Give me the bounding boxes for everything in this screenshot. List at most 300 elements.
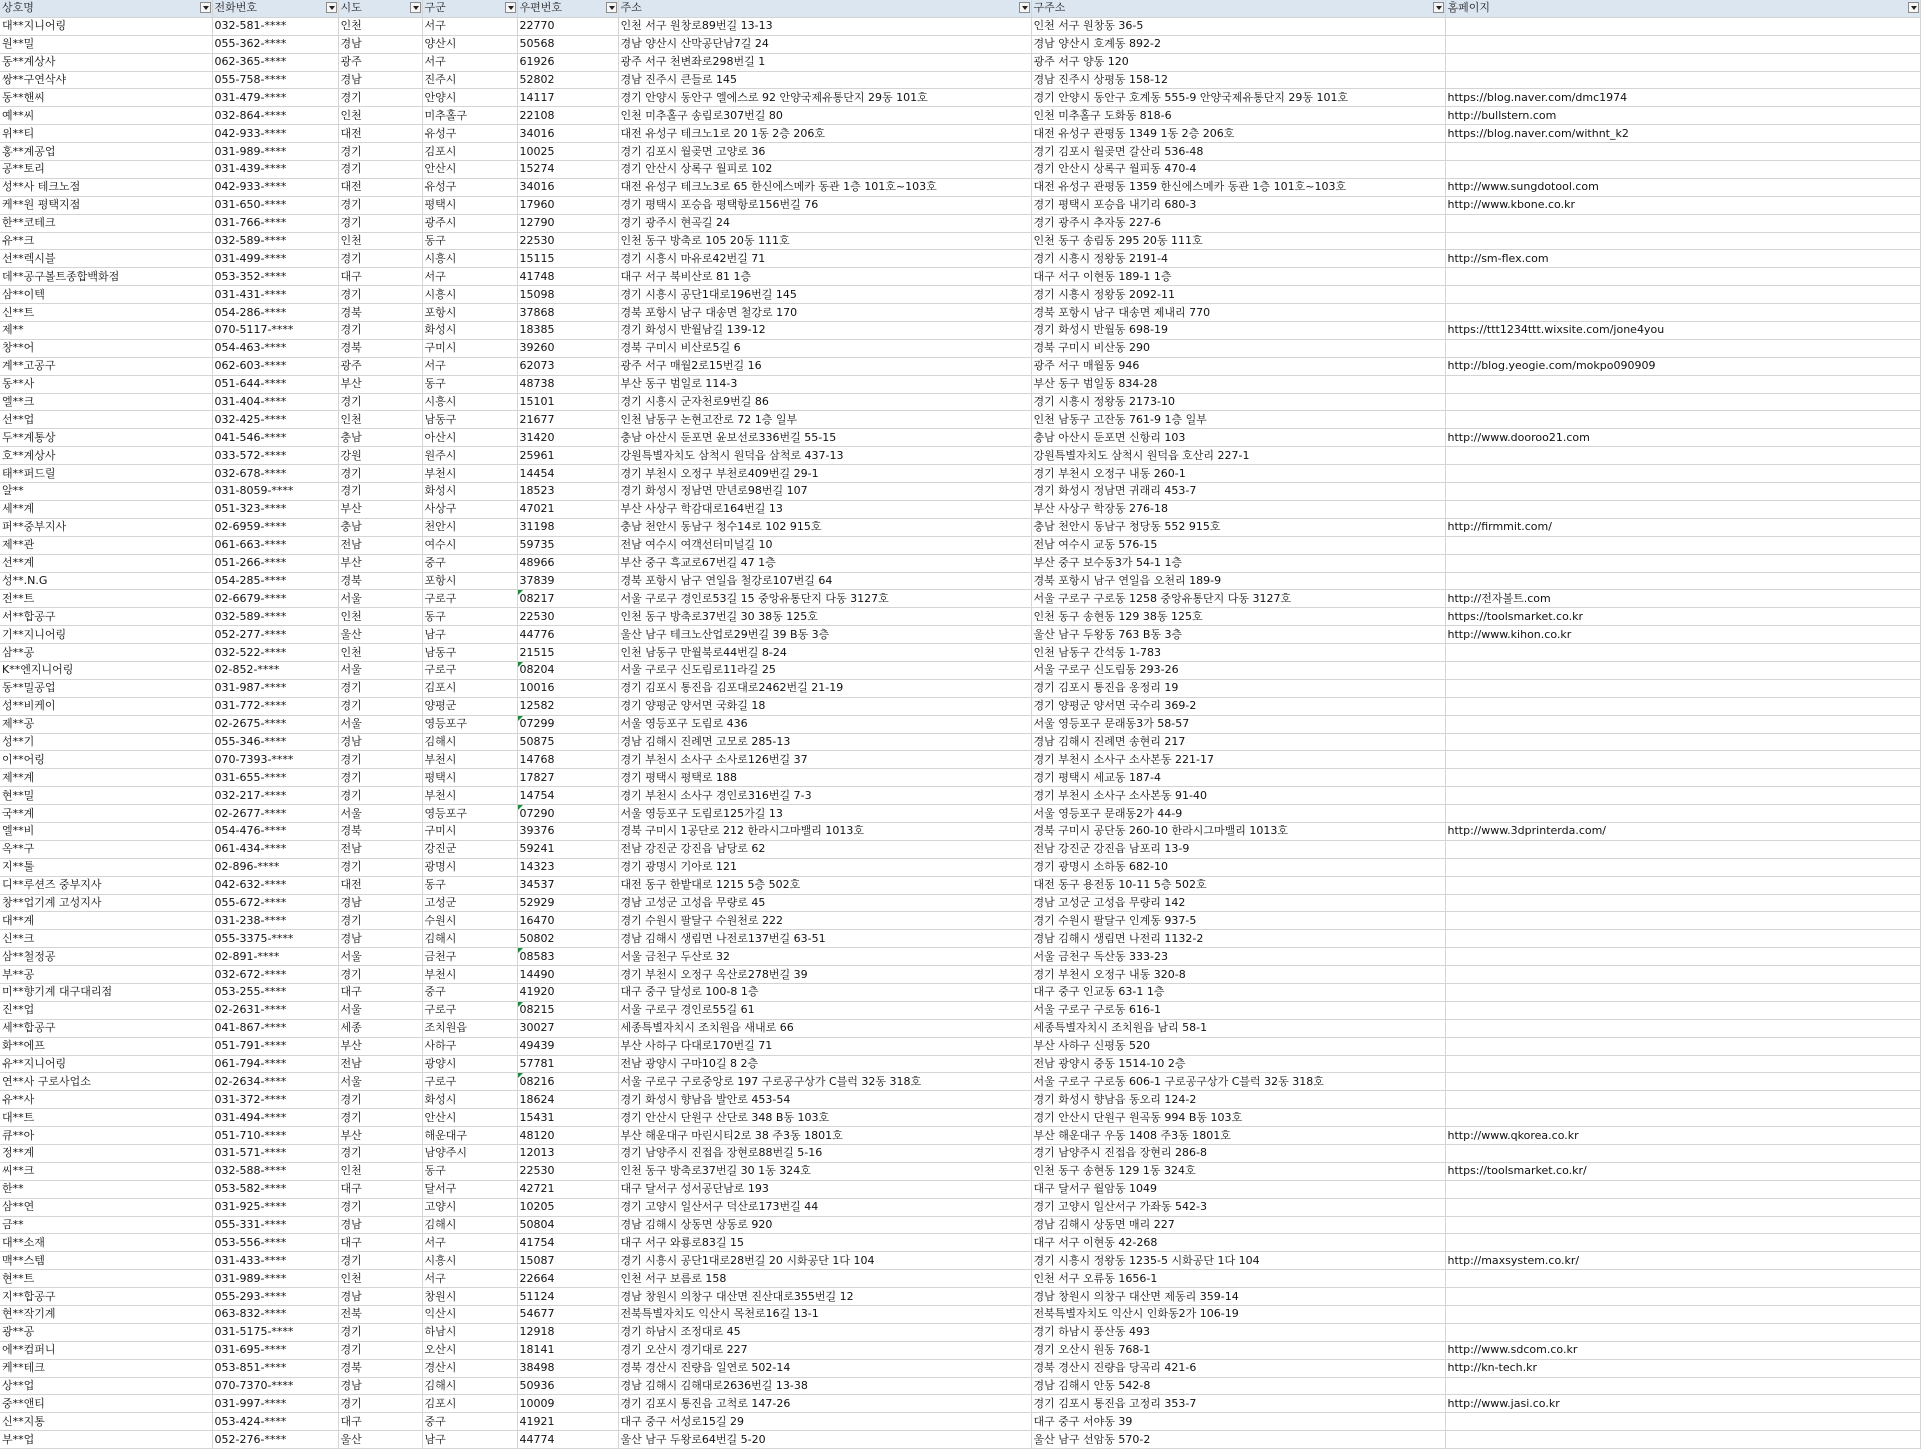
cell-name[interactable]: 공**토리 bbox=[0, 161, 212, 179]
cell-zip[interactable]: 50568 bbox=[517, 35, 618, 53]
cell-addr[interactable]: 서울 구로구 구로중앙로 197 구로공구상가 C블럭 32동 318호 bbox=[618, 1073, 1031, 1091]
cell-old_addr[interactable]: 경남 창원시 의창구 대산면 제동리 359-14 bbox=[1031, 1288, 1445, 1306]
cell-homepage[interactable] bbox=[1445, 572, 1920, 590]
cell-gugun[interactable]: 수원시 bbox=[422, 912, 517, 930]
cell-zip[interactable]: 17827 bbox=[517, 769, 618, 787]
cell-gugun[interactable]: 남동구 bbox=[422, 644, 517, 662]
cell-homepage[interactable]: http://www.kbone.co.kr bbox=[1445, 196, 1920, 214]
cell-phone[interactable]: 070-7370-**** bbox=[212, 1377, 338, 1395]
cell-addr[interactable]: 경기 하남시 조정대로 45 bbox=[618, 1323, 1031, 1341]
cell-addr[interactable]: 경북 구미시 1공단로 212 한라시그마밸리 1013호 bbox=[618, 822, 1031, 840]
cell-name[interactable]: 진**업 bbox=[0, 1001, 212, 1019]
cell-addr[interactable]: 경기 안양시 동안구 엘에스로 92 안양국제유통단지 29동 101호 bbox=[618, 89, 1031, 107]
cell-old_addr[interactable]: 대전 동구 용전동 10-11 5층 502호 bbox=[1031, 876, 1445, 894]
column-header-sido[interactable] bbox=[338, 0, 422, 17]
cell-gugun[interactable]: 시흥시 bbox=[422, 393, 517, 411]
cell-gugun[interactable]: 진주시 bbox=[422, 71, 517, 89]
cell-gugun[interactable]: 동구 bbox=[422, 375, 517, 393]
cell-sido[interactable]: 경기 bbox=[338, 286, 422, 304]
cell-addr[interactable]: 경기 화성시 향남읍 발안로 453-54 bbox=[618, 1091, 1031, 1109]
cell-zip[interactable]: 18141 bbox=[517, 1341, 618, 1359]
cell-addr[interactable]: 인천 서구 원창로89번길 13-13 bbox=[618, 17, 1031, 35]
cell-phone[interactable]: 033-572-**** bbox=[212, 447, 338, 465]
cell-zip[interactable]: 38498 bbox=[517, 1359, 618, 1377]
cell-homepage[interactable] bbox=[1445, 500, 1920, 518]
cell-addr[interactable]: 부산 중구 흑교로67번길 47 1층 bbox=[618, 554, 1031, 572]
cell-phone[interactable]: 053-851-**** bbox=[212, 1359, 338, 1377]
cell-sido[interactable]: 인천 bbox=[338, 608, 422, 626]
cell-old_addr[interactable]: 서울 영등포구 문래동2가 44-9 bbox=[1031, 805, 1445, 823]
filter-dropdown-icon[interactable] bbox=[1019, 2, 1030, 13]
cell-sido[interactable]: 부산 bbox=[338, 554, 422, 572]
cell-zip[interactable]: 50875 bbox=[517, 733, 618, 751]
cell-addr[interactable]: 인천 동구 방축로37번길 30 38동 125호 bbox=[618, 608, 1031, 626]
cell-phone[interactable]: 031-8059-**** bbox=[212, 483, 338, 501]
cell-phone[interactable]: 032-425-**** bbox=[212, 411, 338, 429]
cell-gugun[interactable]: 안산시 bbox=[422, 161, 517, 179]
cell-name[interactable]: 성**기 bbox=[0, 733, 212, 751]
cell-gugun[interactable]: 남구 bbox=[422, 626, 517, 644]
cell-name[interactable]: 데**공구볼트종합백화점 bbox=[0, 268, 212, 286]
cell-name[interactable]: 지**합공구 bbox=[0, 1288, 212, 1306]
cell-addr[interactable]: 인천 동구 방축로37번길 30 1동 324호 bbox=[618, 1162, 1031, 1180]
cell-addr[interactable]: 경기 김포시 월곶면 고양로 36 bbox=[618, 143, 1031, 161]
cell-sido[interactable]: 전남 bbox=[338, 1055, 422, 1073]
cell-gugun[interactable]: 동구 bbox=[422, 608, 517, 626]
cell-phone[interactable]: 032-864-**** bbox=[212, 107, 338, 125]
cell-old_addr[interactable]: 전남 광양시 중동 1514-10 2층 bbox=[1031, 1055, 1445, 1073]
cell-name[interactable]: 맥**스템 bbox=[0, 1252, 212, 1270]
cell-addr[interactable]: 경기 고양시 일산서구 덕산로173번길 44 bbox=[618, 1198, 1031, 1216]
cell-name[interactable]: 선**업 bbox=[0, 411, 212, 429]
cell-homepage[interactable] bbox=[1445, 1270, 1920, 1288]
cell-old_addr[interactable]: 경남 고성군 고성읍 무량리 142 bbox=[1031, 894, 1445, 912]
cell-name[interactable]: 이**어링 bbox=[0, 751, 212, 769]
cell-zip[interactable]: 50802 bbox=[517, 930, 618, 948]
cell-gugun[interactable]: 아산시 bbox=[422, 429, 517, 447]
cell-gugun[interactable]: 구로구 bbox=[422, 1001, 517, 1019]
cell-gugun[interactable]: 광명시 bbox=[422, 858, 517, 876]
cell-gugun[interactable]: 포항시 bbox=[422, 572, 517, 590]
cell-phone[interactable]: 042-933-**** bbox=[212, 178, 338, 196]
cell-zip[interactable]: 18523 bbox=[517, 483, 618, 501]
cell-addr[interactable]: 경기 시흥시 공단1대로196번길 145 bbox=[618, 286, 1031, 304]
cell-zip[interactable]: 39376 bbox=[517, 822, 618, 840]
cell-old_addr[interactable]: 경기 부천시 오정구 내동 320-8 bbox=[1031, 966, 1445, 984]
cell-zip[interactable]: 12918 bbox=[517, 1323, 618, 1341]
cell-phone[interactable]: 055-758-**** bbox=[212, 71, 338, 89]
cell-homepage[interactable]: https://toolsmarket.co.kr bbox=[1445, 608, 1920, 626]
cell-addr[interactable]: 강원특별자치도 삼척시 원덕읍 삼척로 437-13 bbox=[618, 447, 1031, 465]
cell-addr[interactable]: 대구 중구 서성로15길 29 bbox=[618, 1413, 1031, 1431]
cell-sido[interactable]: 강원 bbox=[338, 447, 422, 465]
cell-name[interactable]: 큐**아 bbox=[0, 1127, 212, 1145]
cell-sido[interactable]: 경기 bbox=[338, 679, 422, 697]
cell-old_addr[interactable]: 서울 영등포구 문래동3가 58-57 bbox=[1031, 715, 1445, 733]
cell-homepage[interactable] bbox=[1445, 1216, 1920, 1234]
cell-gugun[interactable]: 유성구 bbox=[422, 178, 517, 196]
cell-name[interactable]: 제**공 bbox=[0, 715, 212, 733]
cell-addr[interactable]: 경기 양평군 양서면 국화길 18 bbox=[618, 697, 1031, 715]
cell-addr[interactable]: 대전 동구 한밭대로 1215 5층 502호 bbox=[618, 876, 1031, 894]
cell-homepage[interactable] bbox=[1445, 948, 1920, 966]
cell-phone[interactable]: 062-603-**** bbox=[212, 357, 338, 375]
cell-zip[interactable]: 15115 bbox=[517, 250, 618, 268]
cell-phone[interactable]: 031-404-**** bbox=[212, 393, 338, 411]
cell-name[interactable]: 삼**이텍 bbox=[0, 286, 212, 304]
filter-dropdown-icon[interactable] bbox=[505, 2, 516, 13]
cell-homepage[interactable] bbox=[1445, 983, 1920, 1001]
cell-zip[interactable]: 12582 bbox=[517, 697, 618, 715]
cell-old_addr[interactable]: 인천 남동구 간석동 1-783 bbox=[1031, 644, 1445, 662]
cell-sido[interactable]: 서울 bbox=[338, 1073, 422, 1091]
cell-old_addr[interactable]: 인천 동구 송현동 129 38동 125호 bbox=[1031, 608, 1445, 626]
cell-sido[interactable]: 서울 bbox=[338, 1001, 422, 1019]
cell-homepage[interactable] bbox=[1445, 143, 1920, 161]
column-header-old_addr[interactable] bbox=[1031, 0, 1445, 17]
filter-dropdown-icon[interactable] bbox=[326, 2, 337, 13]
cell-homepage[interactable] bbox=[1445, 268, 1920, 286]
cell-addr[interactable]: 경기 부천시 오정구 부천로409번길 29-1 bbox=[618, 465, 1031, 483]
cell-name[interactable]: 성**사 테크노점 bbox=[0, 178, 212, 196]
cell-gugun[interactable]: 김포시 bbox=[422, 143, 517, 161]
cell-phone[interactable]: 031-989-**** bbox=[212, 1270, 338, 1288]
cell-name[interactable]: 부**공 bbox=[0, 966, 212, 984]
cell-name[interactable]: 동**밀공업 bbox=[0, 679, 212, 697]
cell-sido[interactable]: 경북 bbox=[338, 1359, 422, 1377]
cell-homepage[interactable] bbox=[1445, 644, 1920, 662]
cell-name[interactable]: 선**계 bbox=[0, 554, 212, 572]
cell-addr[interactable]: 인천 동구 방축로 105 20동 111호 bbox=[618, 232, 1031, 250]
cell-old_addr[interactable]: 울산 남구 선암동 570-2 bbox=[1031, 1431, 1445, 1449]
cell-addr[interactable]: 부산 사상구 학감대로164번길 13 bbox=[618, 500, 1031, 518]
cell-addr[interactable]: 경남 김해시 생림면 나전로137번길 63-51 bbox=[618, 930, 1031, 948]
cell-homepage[interactable] bbox=[1445, 1377, 1920, 1395]
cell-name[interactable]: 홍**계공업 bbox=[0, 143, 212, 161]
cell-old_addr[interactable]: 경남 김해시 진례면 송현리 217 bbox=[1031, 733, 1445, 751]
cell-gugun[interactable]: 고성군 bbox=[422, 894, 517, 912]
cell-sido[interactable]: 경남 bbox=[338, 930, 422, 948]
cell-old_addr[interactable]: 경기 평택시 포승읍 내기리 680-3 bbox=[1031, 196, 1445, 214]
cell-sido[interactable]: 경기 bbox=[338, 1198, 422, 1216]
cell-homepage[interactable]: http://www.kihon.co.kr bbox=[1445, 626, 1920, 644]
cell-homepage[interactable] bbox=[1445, 1109, 1920, 1127]
cell-homepage[interactable] bbox=[1445, 536, 1920, 554]
cell-name[interactable]: 제** bbox=[0, 322, 212, 340]
cell-gugun[interactable]: 구미시 bbox=[422, 822, 517, 840]
cell-name[interactable]: 창**업기계 고성지사 bbox=[0, 894, 212, 912]
cell-addr[interactable]: 서울 영등포구 도림로125가길 13 bbox=[618, 805, 1031, 823]
cell-gugun[interactable]: 김해시 bbox=[422, 1216, 517, 1234]
cell-homepage[interactable]: http://www.jasi.co.kr bbox=[1445, 1395, 1920, 1413]
cell-sido[interactable]: 경기 bbox=[338, 393, 422, 411]
cell-name[interactable]: 쌍**구연삭샤 bbox=[0, 71, 212, 89]
cell-homepage[interactable] bbox=[1445, 894, 1920, 912]
cell-homepage[interactable] bbox=[1445, 1019, 1920, 1037]
cell-zip[interactable]: 07290 bbox=[517, 805, 618, 823]
cell-phone[interactable]: 053-556-**** bbox=[212, 1234, 338, 1252]
cell-sido[interactable]: 경북 bbox=[338, 339, 422, 357]
cell-sido[interactable]: 인천 bbox=[338, 1162, 422, 1180]
cell-name[interactable]: 유**크 bbox=[0, 232, 212, 250]
cell-sido[interactable]: 광주 bbox=[338, 357, 422, 375]
cell-zip[interactable]: 50804 bbox=[517, 1216, 618, 1234]
cell-zip[interactable]: 14490 bbox=[517, 966, 618, 984]
cell-zip[interactable]: 42721 bbox=[517, 1180, 618, 1198]
cell-phone[interactable]: 02-6959-**** bbox=[212, 518, 338, 536]
cell-homepage[interactable] bbox=[1445, 751, 1920, 769]
cell-addr[interactable]: 대구 달서구 성서공단남로 193 bbox=[618, 1180, 1031, 1198]
cell-old_addr[interactable]: 서울 구로구 구로동 606-1 구로공구상가 C블럭 32동 318호 bbox=[1031, 1073, 1445, 1091]
cell-sido[interactable]: 경기 bbox=[338, 1252, 422, 1270]
cell-gugun[interactable]: 양평군 bbox=[422, 697, 517, 715]
cell-homepage[interactable] bbox=[1445, 733, 1920, 751]
cell-phone[interactable]: 02-2634-**** bbox=[212, 1073, 338, 1091]
cell-addr[interactable]: 경기 평택시 평택로 188 bbox=[618, 769, 1031, 787]
cell-gugun[interactable]: 오산시 bbox=[422, 1341, 517, 1359]
filter-dropdown-icon[interactable] bbox=[200, 2, 211, 13]
cell-addr[interactable]: 대구 서구 북비산로 81 1층 bbox=[618, 268, 1031, 286]
cell-zip[interactable]: 22530 bbox=[517, 1162, 618, 1180]
cell-addr[interactable]: 경기 김포시 통진읍 김포대로2462번길 21-19 bbox=[618, 679, 1031, 697]
cell-sido[interactable]: 전남 bbox=[338, 840, 422, 858]
cell-zip[interactable]: 44774 bbox=[517, 1431, 618, 1449]
cell-homepage[interactable] bbox=[1445, 1234, 1920, 1252]
cell-sido[interactable]: 대구 bbox=[338, 1234, 422, 1252]
cell-homepage[interactable]: https://blog.naver.com/withnt_k2 bbox=[1445, 125, 1920, 143]
cell-phone[interactable]: 055-331-**** bbox=[212, 1216, 338, 1234]
cell-phone[interactable]: 031-997-**** bbox=[212, 1395, 338, 1413]
cell-zip[interactable]: 22664 bbox=[517, 1270, 618, 1288]
cell-name[interactable]: 연**사 구로사업소 bbox=[0, 1073, 212, 1091]
cell-homepage[interactable] bbox=[1445, 411, 1920, 429]
cell-phone[interactable]: 02-891-**** bbox=[212, 948, 338, 966]
cell-homepage[interactable] bbox=[1445, 375, 1920, 393]
cell-sido[interactable]: 경기 bbox=[338, 1323, 422, 1341]
cell-homepage[interactable] bbox=[1445, 805, 1920, 823]
cell-sido[interactable]: 경남 bbox=[338, 733, 422, 751]
cell-addr[interactable]: 광주 서구 천변좌로298번길 1 bbox=[618, 53, 1031, 71]
cell-old_addr[interactable]: 경기 부천시 소사구 소사본동 221-17 bbox=[1031, 751, 1445, 769]
cell-homepage[interactable] bbox=[1445, 840, 1920, 858]
cell-gugun[interactable]: 원주시 bbox=[422, 447, 517, 465]
cell-old_addr[interactable]: 경북 경산시 진량읍 당곡리 421-6 bbox=[1031, 1359, 1445, 1377]
cell-old_addr[interactable]: 부산 사상구 학장동 276-18 bbox=[1031, 500, 1445, 518]
cell-sido[interactable]: 세종 bbox=[338, 1019, 422, 1037]
cell-gugun[interactable]: 부천시 bbox=[422, 787, 517, 805]
cell-name[interactable]: 케**원 평택지점 bbox=[0, 196, 212, 214]
cell-addr[interactable]: 경기 오산시 경기대로 227 bbox=[618, 1341, 1031, 1359]
cell-gugun[interactable]: 서구 bbox=[422, 268, 517, 286]
cell-gugun[interactable]: 중구 bbox=[422, 554, 517, 572]
cell-sido[interactable]: 경남 bbox=[338, 35, 422, 53]
cell-name[interactable]: 계**고공구 bbox=[0, 357, 212, 375]
cell-old_addr[interactable]: 전남 강진군 강진읍 남포리 13-9 bbox=[1031, 840, 1445, 858]
cell-sido[interactable]: 부산 bbox=[338, 1037, 422, 1055]
cell-phone[interactable]: 02-2677-**** bbox=[212, 805, 338, 823]
cell-addr[interactable]: 경북 포항시 남구 연일읍 철강로107번길 64 bbox=[618, 572, 1031, 590]
cell-phone[interactable]: 042-632-**** bbox=[212, 876, 338, 894]
cell-zip[interactable]: 48738 bbox=[517, 375, 618, 393]
cell-homepage[interactable] bbox=[1445, 1431, 1920, 1449]
cell-gugun[interactable]: 광주시 bbox=[422, 214, 517, 232]
cell-homepage[interactable] bbox=[1445, 715, 1920, 733]
cell-homepage[interactable] bbox=[1445, 339, 1920, 357]
cell-old_addr[interactable]: 서울 구로구 신도림동 293-26 bbox=[1031, 661, 1445, 679]
cell-phone[interactable]: 053-582-**** bbox=[212, 1180, 338, 1198]
cell-addr[interactable]: 서울 영등포구 도림로 436 bbox=[618, 715, 1031, 733]
cell-name[interactable]: 전**트 bbox=[0, 590, 212, 608]
cell-addr[interactable]: 인천 미추홀구 송림로307번길 80 bbox=[618, 107, 1031, 125]
cell-gugun[interactable]: 천안시 bbox=[422, 518, 517, 536]
cell-gugun[interactable]: 시흥시 bbox=[422, 250, 517, 268]
cell-homepage[interactable]: http://www.qkorea.co.kr bbox=[1445, 1127, 1920, 1145]
cell-homepage[interactable] bbox=[1445, 71, 1920, 89]
cell-gugun[interactable]: 하남시 bbox=[422, 1323, 517, 1341]
cell-addr[interactable]: 경기 김포시 통진읍 고척로 147-26 bbox=[618, 1395, 1031, 1413]
cell-sido[interactable]: 인천 bbox=[338, 232, 422, 250]
cell-zip[interactable]: 52802 bbox=[517, 71, 618, 89]
cell-name[interactable]: 정**계 bbox=[0, 1145, 212, 1163]
cell-zip[interactable]: 22108 bbox=[517, 107, 618, 125]
cell-gugun[interactable]: 중구 bbox=[422, 983, 517, 1001]
cell-homepage[interactable] bbox=[1445, 697, 1920, 715]
cell-old_addr[interactable]: 인천 남동구 고잔동 761-9 1층 일부 bbox=[1031, 411, 1445, 429]
cell-phone[interactable]: 032-589-**** bbox=[212, 608, 338, 626]
cell-sido[interactable]: 대구 bbox=[338, 268, 422, 286]
cell-name[interactable]: 대**트 bbox=[0, 1109, 212, 1127]
cell-name[interactable]: 호**계상사 bbox=[0, 447, 212, 465]
cell-homepage[interactable] bbox=[1445, 465, 1920, 483]
column-header-homepage[interactable] bbox=[1445, 0, 1920, 17]
cell-addr[interactable]: 경남 김해시 상동면 상동로 920 bbox=[618, 1216, 1031, 1234]
cell-name[interactable]: 디**루션즈 중부지사 bbox=[0, 876, 212, 894]
cell-old_addr[interactable]: 전북특별자치도 익산시 인화동2가 106-19 bbox=[1031, 1306, 1445, 1324]
cell-gugun[interactable]: 화성시 bbox=[422, 1091, 517, 1109]
cell-sido[interactable]: 경기 bbox=[338, 196, 422, 214]
cell-homepage[interactable] bbox=[1445, 554, 1920, 572]
cell-addr[interactable]: 인천 남동구 논현고잔로 72 1층 일부 bbox=[618, 411, 1031, 429]
cell-phone[interactable]: 02-896-**** bbox=[212, 858, 338, 876]
cell-zip[interactable]: 34537 bbox=[517, 876, 618, 894]
cell-sido[interactable]: 경남 bbox=[338, 894, 422, 912]
cell-sido[interactable]: 경기 bbox=[338, 697, 422, 715]
cell-addr[interactable]: 경북 포항시 남구 대송면 철강로 170 bbox=[618, 304, 1031, 322]
cell-addr[interactable]: 서울 금천구 두산로 32 bbox=[618, 948, 1031, 966]
cell-phone[interactable]: 055-672-**** bbox=[212, 894, 338, 912]
cell-phone[interactable]: 055-346-**** bbox=[212, 733, 338, 751]
cell-homepage[interactable] bbox=[1445, 1323, 1920, 1341]
cell-sido[interactable]: 경기 bbox=[338, 89, 422, 107]
cell-gugun[interactable]: 서구 bbox=[422, 17, 517, 35]
cell-gugun[interactable]: 중구 bbox=[422, 1413, 517, 1431]
cell-sido[interactable]: 경기 bbox=[338, 1109, 422, 1127]
cell-sido[interactable]: 대전 bbox=[338, 125, 422, 143]
filter-dropdown-icon[interactable] bbox=[1433, 2, 1444, 13]
cell-phone[interactable]: 051-644-**** bbox=[212, 375, 338, 393]
cell-sido[interactable]: 경기 bbox=[338, 214, 422, 232]
cell-addr[interactable]: 경남 양산시 산막공단남7길 24 bbox=[618, 35, 1031, 53]
cell-sido[interactable]: 전남 bbox=[338, 536, 422, 554]
cell-addr[interactable]: 경북 경산시 진량읍 일연로 502-14 bbox=[618, 1359, 1031, 1377]
cell-phone[interactable]: 041-867-**** bbox=[212, 1019, 338, 1037]
cell-zip[interactable]: 52929 bbox=[517, 894, 618, 912]
cell-homepage[interactable]: http://kn-tech.kr bbox=[1445, 1359, 1920, 1377]
cell-phone[interactable]: 031-766-**** bbox=[212, 214, 338, 232]
cell-zip[interactable]: 08204 bbox=[517, 661, 618, 679]
cell-name[interactable]: 엘**크 bbox=[0, 393, 212, 411]
cell-old_addr[interactable]: 울산 남구 두왕동 763 B동 3층 bbox=[1031, 626, 1445, 644]
cell-sido[interactable]: 경남 bbox=[338, 1377, 422, 1395]
cell-gugun[interactable]: 구로구 bbox=[422, 590, 517, 608]
cell-zip[interactable]: 57781 bbox=[517, 1055, 618, 1073]
cell-name[interactable]: 씨**크 bbox=[0, 1162, 212, 1180]
cell-addr[interactable]: 경기 시흥시 군자천로9번길 86 bbox=[618, 393, 1031, 411]
filter-dropdown-icon[interactable] bbox=[410, 2, 421, 13]
cell-sido[interactable]: 경기 bbox=[338, 1341, 422, 1359]
cell-gugun[interactable]: 고양시 bbox=[422, 1198, 517, 1216]
cell-zip[interactable]: 61926 bbox=[517, 53, 618, 71]
cell-old_addr[interactable]: 서울 구로구 구로동 1258 중앙유통단지 다동 3127호 bbox=[1031, 590, 1445, 608]
cell-zip[interactable]: 08216 bbox=[517, 1073, 618, 1091]
cell-zip[interactable]: 15087 bbox=[517, 1252, 618, 1270]
cell-name[interactable]: 한**코테크 bbox=[0, 214, 212, 232]
cell-addr[interactable]: 경기 수원시 팔달구 수원천로 222 bbox=[618, 912, 1031, 930]
cell-gugun[interactable]: 평택시 bbox=[422, 196, 517, 214]
cell-homepage[interactable] bbox=[1445, 679, 1920, 697]
cell-gugun[interactable]: 경산시 bbox=[422, 1359, 517, 1377]
cell-zip[interactable]: 31420 bbox=[517, 429, 618, 447]
cell-phone[interactable]: 02-2631-**** bbox=[212, 1001, 338, 1019]
column-header-addr[interactable] bbox=[618, 0, 1031, 17]
cell-gugun[interactable]: 평택시 bbox=[422, 769, 517, 787]
cell-gugun[interactable]: 구로구 bbox=[422, 661, 517, 679]
cell-addr[interactable]: 경기 시흥시 공단1대로28번길 20 시화공단 1다 104 bbox=[618, 1252, 1031, 1270]
cell-homepage[interactable] bbox=[1445, 483, 1920, 501]
column-header-zip[interactable] bbox=[517, 0, 618, 17]
cell-old_addr[interactable]: 경기 광명시 소하동 682-10 bbox=[1031, 858, 1445, 876]
cell-gugun[interactable]: 사하구 bbox=[422, 1037, 517, 1055]
cell-name[interactable]: 위**티 bbox=[0, 125, 212, 143]
cell-old_addr[interactable]: 경기 부천시 소사구 소사본동 91-40 bbox=[1031, 787, 1445, 805]
cell-old_addr[interactable]: 인천 동구 송현동 129 1동 324호 bbox=[1031, 1162, 1445, 1180]
cell-old_addr[interactable]: 인천 동구 송림동 295 20동 111호 bbox=[1031, 232, 1445, 250]
cell-old_addr[interactable]: 대구 서구 이현동 189-1 1층 bbox=[1031, 268, 1445, 286]
cell-homepage[interactable] bbox=[1445, 53, 1920, 71]
cell-gugun[interactable]: 금천구 bbox=[422, 948, 517, 966]
cell-phone[interactable]: 052-276-**** bbox=[212, 1431, 338, 1449]
cell-old_addr[interactable]: 세종특별자치시 조치원읍 남리 58-1 bbox=[1031, 1019, 1445, 1037]
cell-name[interactable]: 선**렉시블 bbox=[0, 250, 212, 268]
cell-addr[interactable]: 경기 부천시 오정구 옥산로278번길 39 bbox=[618, 966, 1031, 984]
cell-sido[interactable]: 대전 bbox=[338, 876, 422, 894]
cell-old_addr[interactable]: 대구 중구 인교동 63-1 1층 bbox=[1031, 983, 1445, 1001]
cell-zip[interactable]: 12790 bbox=[517, 214, 618, 232]
cell-phone[interactable]: 042-933-**** bbox=[212, 125, 338, 143]
cell-zip[interactable]: 31198 bbox=[517, 518, 618, 536]
cell-phone[interactable]: 031-431-**** bbox=[212, 286, 338, 304]
cell-gugun[interactable]: 미추홀구 bbox=[422, 107, 517, 125]
cell-old_addr[interactable]: 경기 시흥시 정왕동 2173-10 bbox=[1031, 393, 1445, 411]
cell-sido[interactable]: 경기 bbox=[338, 858, 422, 876]
cell-sido[interactable]: 경남 bbox=[338, 1216, 422, 1234]
cell-name[interactable]: 중**앤티 bbox=[0, 1395, 212, 1413]
cell-phone[interactable]: 062-365-**** bbox=[212, 53, 338, 71]
cell-sido[interactable]: 경기 bbox=[338, 143, 422, 161]
cell-zip[interactable]: 18385 bbox=[517, 322, 618, 340]
cell-addr[interactable]: 경기 평택시 포승읍 평택항로156번길 76 bbox=[618, 196, 1031, 214]
cell-homepage[interactable] bbox=[1445, 966, 1920, 984]
